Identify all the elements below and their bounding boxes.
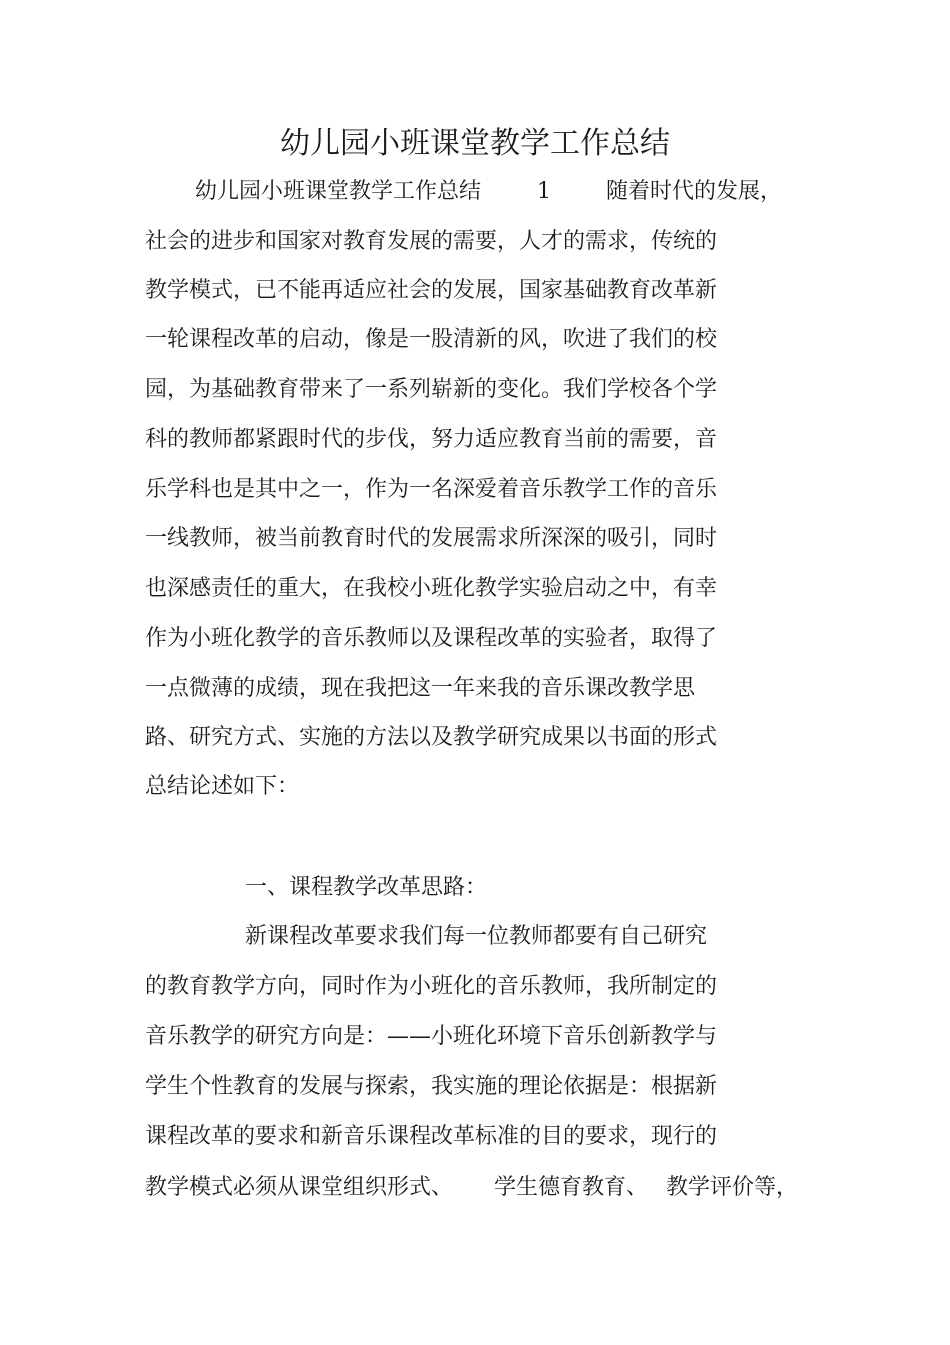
text-line: 学生个性教育的发展与探索，我实施的理论依据是：根据新 [145, 1074, 718, 1099]
text-line: 教学模式，已不能再适应社会的发展，国家基础教育改革新 [145, 278, 718, 303]
text-line: 一点微薄的成绩，现在我把这一年来我的音乐课改教学思 [145, 676, 696, 701]
text-line: 一线教师，被当前教育时代的发展需求所深深的吸引，同时 [145, 526, 718, 551]
text-line: 新课程改革要求我们每一位教师都要有自己研究 [245, 924, 708, 949]
intro-heading: 幼儿园小班课堂教学工作总结 [195, 179, 482, 204]
last-line-part-3: 教学评价等， [666, 1175, 799, 1200]
section-heading: 一、课程教学改革思路： [245, 875, 488, 900]
document-title: 幼儿园小班课堂教学工作总结 [280, 126, 670, 161]
text-line: 路、研究方式、实施的方法以及教学研究成果以书面的形式 [145, 725, 718, 750]
text-line: 总结论述如下： [145, 774, 300, 799]
text-line: 乐学科也是其中之一，作为一名深爱着音乐教学工作的音乐 [145, 477, 718, 502]
last-line-part-1: 教学模式必须从课堂组织形式、 [145, 1175, 454, 1200]
text-line: 园，为基础教育带来了一系列崭新的变化。我们学校各个学 [145, 377, 718, 402]
text-line: 一轮课程改革的启动，像是一股清新的风，吹进了我们的校 [145, 327, 718, 352]
text-line: 作为小班化教学的音乐教师以及课程改革的实验者，取得了 [145, 626, 718, 651]
text-line: 也深感责任的重大，在我校小班化教学实验启动之中，有幸 [145, 576, 718, 601]
last-line-part-2: 学生德育教育、 [494, 1175, 649, 1200]
text-line: 社会的进步和国家对教育发展的需要，人才的需求，传统的 [145, 229, 718, 254]
text-line: 科的教师都紧跟时代的步伐，努力适应教育当前的需要，音 [145, 427, 718, 452]
intro-lead: 随着时代的发展， [606, 179, 783, 204]
text-line: 课程改革的要求和新音乐课程改革标准的目的要求，现行的 [145, 1124, 718, 1149]
text-line: 音乐教学的研究方向是：——小班化环境下音乐创新教学与 [145, 1024, 718, 1049]
text-line: 的教育教学方向，同时作为小班化的音乐教师，我所制定的 [145, 974, 718, 999]
intro-number: 1 [537, 179, 551, 204]
